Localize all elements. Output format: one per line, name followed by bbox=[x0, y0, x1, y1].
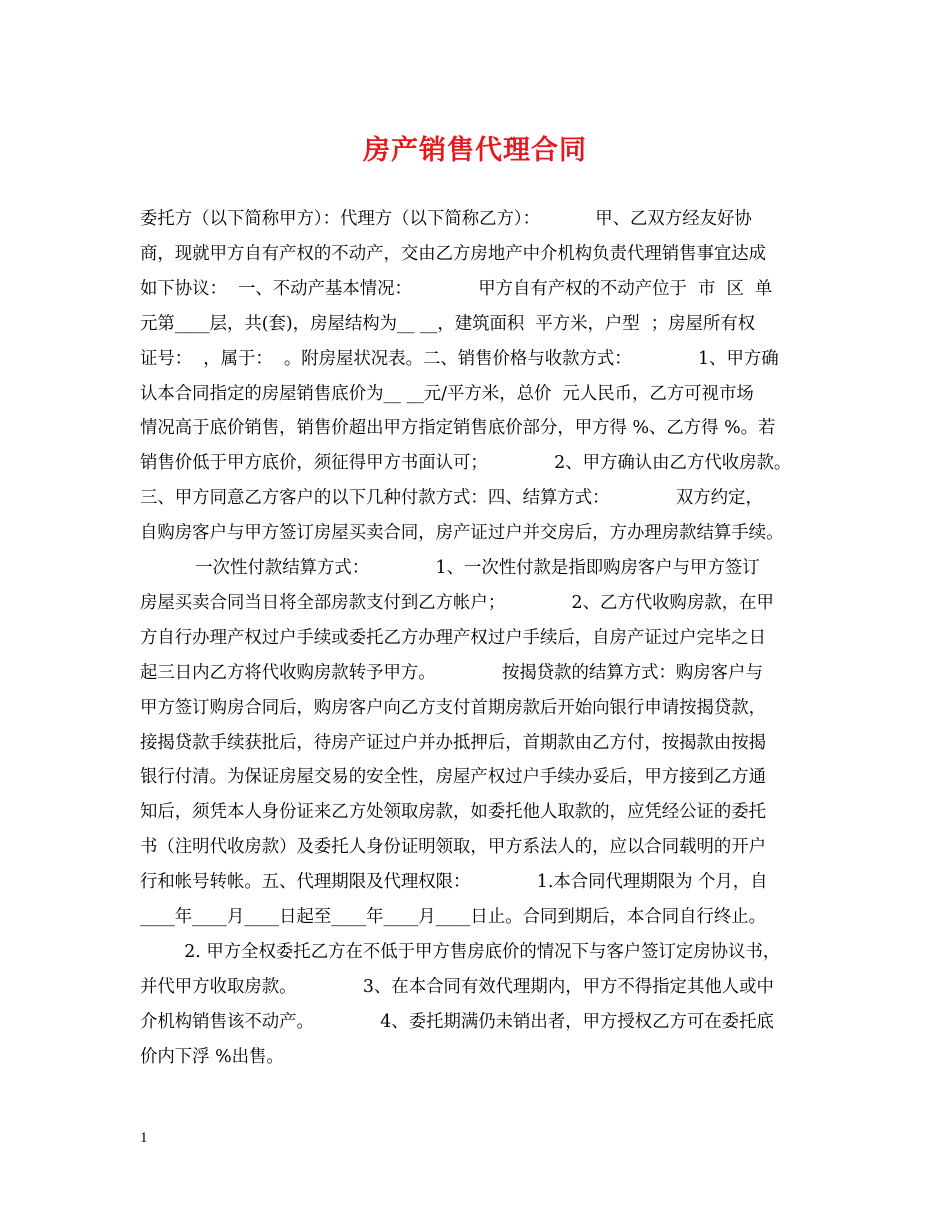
body-line: ____年____月____日起至____年____月____日止。合同到期后，本合同自行终止。 bbox=[140, 907, 767, 927]
body-line: 行和帐号转帐。五、代理期限及代理权限： 1.本合同代理期限为 个月，自 bbox=[140, 872, 768, 893]
body-line: 甲方签订购房合同后，购房客户向乙方支付首期房款后开始向银行申请按揭贷款， bbox=[140, 697, 767, 718]
body-line: 2. 甲方全权委托乙方在不低于甲方售房底价的情况下与客户签订定房协议书， bbox=[140, 941, 781, 962]
body-line: 一次性付款结算方式： 1、一次性付款是指即购房客户与甲方签订 bbox=[140, 558, 760, 578]
body-line: 商，现就甲方自有产权的不动产，交由乙方房地产中介机构负责代理销售事宜达成 bbox=[140, 243, 767, 264]
body-line: 自购房客户与甲方签订房屋买卖合同，房产证过户并交房后，方办理房款结算手续。 bbox=[140, 523, 784, 544]
page-number: 1 bbox=[140, 1130, 148, 1146]
body-line: 委托方（以下简称甲方）：代理方（以下简称乙方）： 甲、乙双方经友好协 bbox=[140, 209, 752, 229]
body-line: 如下协议： 一、不动产基本情况： 甲方自有产权的不动产位于 市 区 单 bbox=[140, 278, 773, 299]
body-line: 接揭贷款手续获批后，待房产证过户并办抵押后，首期款由乙方付，按揭款由按揭 bbox=[140, 732, 767, 753]
body-line: 介机构销售该不动产。 4、委托期满仍未销出者，甲方授权乙方可在委托底 bbox=[140, 1011, 774, 1032]
body-line: 三、甲方同意乙方客户的以下几种付款方式：四、结算方式： 双方约定， bbox=[140, 488, 763, 509]
body-line: 书（注明代收房款）及委托人身份证明领取，甲方系法人的，应以合同载明的开户 bbox=[140, 837, 767, 858]
document-title: 房产销售代理合同 bbox=[363, 135, 587, 166]
body-line: 银行付清。为保证房屋交易的安全性，房屋产权过户手续办妥后，甲方接到乙方通 bbox=[140, 767, 767, 788]
body-line: 情况高于底价销售，销售价超出甲方指定销售底价部分，甲方得 %、乙方得 %。若 bbox=[140, 418, 776, 439]
body-line: 房屋买卖合同当日将全部房款支付到乙方帐户； 2、乙方代收购房款，在甲 bbox=[140, 592, 774, 613]
body-line: 销售价低于甲方底价，须征得甲方书面认可； 2、甲方确认由乙方代收房款。 bbox=[140, 453, 792, 474]
body-line: 价内下浮 %出售。 bbox=[140, 1046, 284, 1067]
body-line: 认本合同指定的房屋销售底价为__ __元/平方米，总价 元人民币，乙方可视市场 bbox=[140, 383, 754, 404]
body-line: 并代甲方收取房款。 3、在本合同有效代理期内，甲方不得指定其他人或中 bbox=[140, 976, 774, 997]
body-line: 起三日内乙方将代收购房款转予甲方。 按揭贷款的结算方式：购房客户与 bbox=[140, 662, 763, 683]
body-line: 元第____层，共(套)，房屋结构为__ __，建筑面积 平方米，户型 ；房屋所有权 bbox=[140, 313, 756, 334]
body-line: 方自行办理产权过户手续或委托乙方办理产权过户手续后，自房产证过户完毕之日 bbox=[140, 627, 767, 648]
body-line: 知后，须凭本人身份证来乙方处领取房款，如委托他人取款的，应凭经公证的委托 bbox=[140, 802, 767, 823]
body-line: 证号： ，属于： 。附房屋状况表。二、销售价格与收款方式： 1、甲方确 bbox=[140, 348, 779, 369]
